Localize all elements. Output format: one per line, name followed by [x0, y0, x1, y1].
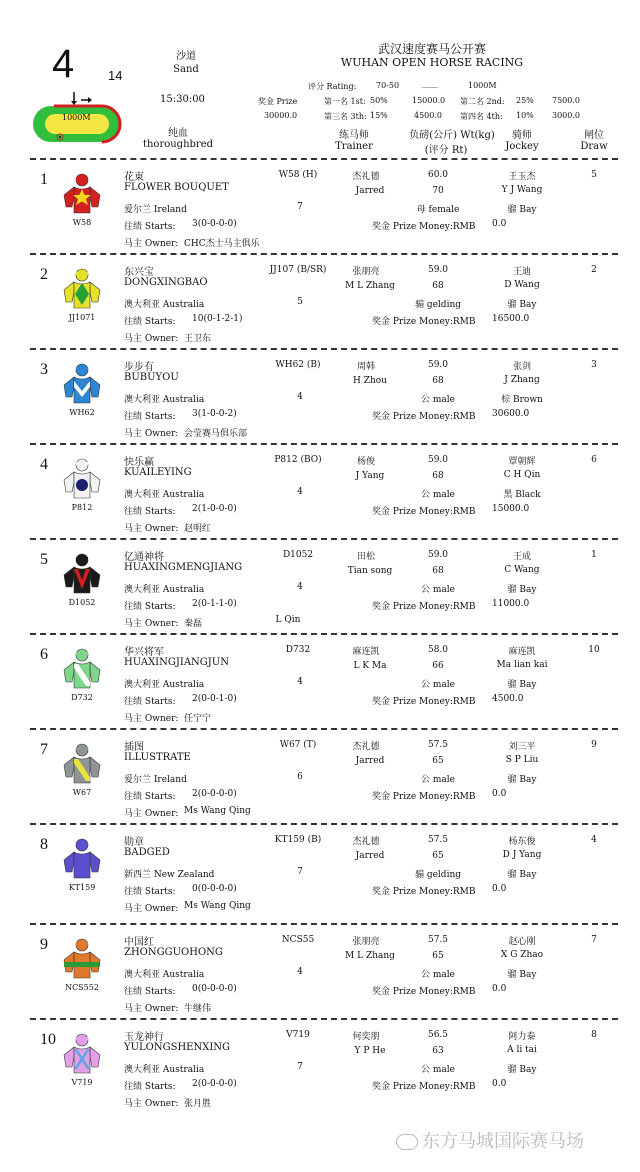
prize-money-label: 奖金 Prize Money:RMB — [372, 697, 476, 707]
carried-weight: 59.0 — [427, 550, 449, 560]
starts-record: 2(0-1-1-0) — [192, 599, 237, 609]
first-label: 第一名 1st: — [324, 97, 366, 106]
prize-money-label: 奖金 Prize Money:RMB — [372, 507, 476, 517]
trainer-cn: 张朋亮 — [352, 267, 380, 277]
starts-label: 往绩 Starts: — [124, 987, 176, 997]
entry-row — [0, 448, 640, 543]
starts-label: 往绩 Starts: — [124, 507, 176, 517]
horse-code: W67 (T) — [279, 740, 317, 750]
horse-origin: 澳大利亚 Australia — [124, 970, 205, 980]
carried-weight: 59.0 — [427, 360, 449, 370]
jockey-en: J Zhang — [504, 375, 540, 385]
trainer-cn: 麻连凯 — [352, 647, 380, 657]
barrier-draw: 9 — [591, 740, 597, 750]
prize-money: 0.0 — [492, 219, 507, 229]
starts-label: 往绩 Starts: — [124, 1082, 176, 1092]
trainer-cn: 杨俊 — [356, 457, 376, 467]
col-draw-cn: 闸位 — [584, 130, 604, 141]
horse-name-en: HUAXINGJIANGJUN — [124, 657, 229, 668]
horse-name-en: HUAXINGMENGJIANG — [124, 562, 243, 573]
prize-money-label: 奖金 Prize Money:RMB — [372, 222, 476, 232]
jockey-cn: 张剑 — [512, 362, 532, 372]
starts-record: 10(0-1-2-1) — [192, 314, 243, 324]
trainer-cn: 杰礼德 — [352, 172, 380, 182]
entry-divider — [30, 538, 618, 540]
prize-money: 0.0 — [492, 884, 507, 894]
horse-age: 4 — [297, 967, 303, 977]
rating-dash: ____ — [422, 79, 438, 88]
breed-cn: 纯血 — [168, 128, 188, 139]
jockey-en: D J Yang — [502, 850, 542, 860]
jockey-cn: 杨东俊 — [508, 837, 536, 847]
owner-name: Ms Wang Qing — [184, 806, 251, 816]
jockey-silks-icon — [62, 173, 102, 215]
trainer-en: Jarred — [355, 186, 385, 196]
rating-value: 70-50 — [376, 81, 400, 90]
starts-record: 2(0-0-0-0) — [192, 1079, 237, 1089]
trainer-cn: 张朋亮 — [352, 937, 380, 947]
horse-rating: 63 — [432, 1046, 444, 1056]
silk-code: W67 — [72, 788, 92, 797]
trainer-en: M L Zhang — [345, 281, 395, 291]
horse-age: 7 — [297, 202, 303, 212]
horse-rating: 70 — [432, 186, 444, 196]
prize-total: 30000.0 — [264, 111, 298, 120]
trainer-en: H Zhou — [353, 376, 387, 386]
jockey-cn: 麻连凯 — [508, 647, 536, 657]
jockey-silks-icon — [62, 363, 102, 405]
barrier-draw: 7 — [591, 935, 597, 945]
owner-label: 马主 Owner: — [124, 619, 179, 629]
horse-rating: 68 — [432, 566, 444, 576]
prize-money-label: 奖金 Prize Money:RMB — [372, 987, 476, 997]
fourth-pct: 10% — [516, 111, 534, 120]
starts-label: 往绩 Starts: — [124, 317, 176, 327]
horse-color: 骝 Bay — [507, 300, 537, 310]
jockey-en: Ma lian kai — [496, 660, 548, 670]
horse-origin: 爱尔兰 Ireland — [124, 205, 187, 215]
prize-money: 4500.0 — [492, 694, 524, 704]
owner-name: 秦磊 — [184, 619, 203, 629]
horse-sex: 公 male — [421, 970, 455, 980]
horse-name-cn: 亿通神将 — [124, 552, 164, 563]
entry-row — [0, 928, 640, 1023]
horse-origin: 澳大利亚 Australia — [124, 395, 205, 405]
title-en: WUHAN OPEN HORSE RACING — [340, 56, 524, 69]
title-cn: 武汉速度赛马公开赛 — [377, 42, 487, 56]
horse-sex: 公 male — [421, 1065, 455, 1075]
surface-cn: 沙道 — [176, 51, 196, 62]
entry-number: 8 — [40, 836, 48, 853]
owner-label: 马主 Owner: — [124, 524, 179, 534]
jockey-en: A li tai — [507, 1045, 537, 1055]
owner-name: 张月胜 — [184, 1099, 212, 1109]
horse-sex: 骟 gelding — [414, 300, 462, 310]
barrier-draw: 1 — [591, 550, 597, 560]
entry-number: 6 — [40, 646, 48, 663]
horse-origin: 澳大利亚 Australia — [124, 1065, 205, 1075]
owner-name: 任宁宁 — [184, 714, 212, 724]
horse-age: 5 — [297, 297, 303, 307]
barrier-draw: 2 — [591, 265, 597, 275]
entry-divider — [30, 923, 618, 925]
starts-label: 往绩 Starts: — [124, 697, 176, 707]
horse-name-en: YULONGSHENXING — [124, 1042, 231, 1053]
prize-money: 0.0 — [492, 1079, 507, 1089]
horse-code: NCS55 — [281, 935, 315, 945]
horse-rating: 65 — [432, 756, 444, 766]
horse-sex: 公 male — [421, 775, 455, 785]
owner-label: 马主 Owner: — [124, 239, 179, 249]
carried-weight: 58.0 — [427, 645, 449, 655]
horse-name-en: BADGED — [124, 847, 170, 858]
horse-sex: 母 female — [416, 205, 460, 215]
starts-record: 0(0-0-0-0) — [192, 984, 237, 994]
barrier-draw: 4 — [591, 835, 597, 845]
horse-name-cn: 华兴将军 — [124, 647, 164, 658]
silk-code: NCS552 — [65, 983, 99, 992]
horse-color: 骝 Bay — [507, 680, 537, 690]
horse-name-cn: 快乐赢 — [124, 457, 154, 468]
jockey-silks-icon — [62, 838, 102, 880]
horse-name-en: BUBUYOU — [124, 372, 179, 383]
jockey-en: Y J Wang — [501, 185, 543, 195]
horse-age: 4 — [297, 582, 303, 592]
jockey-cn: 覃朝辉 — [508, 457, 536, 467]
carried-weight: 57.5 — [427, 835, 449, 845]
silk-code: D732 — [71, 693, 93, 702]
carried-weight: 56.5 — [427, 1030, 449, 1040]
horse-color: 骝 Bay — [507, 205, 537, 215]
barrier-draw: 10 — [588, 645, 600, 655]
starts-label: 往绩 Starts: — [124, 222, 176, 232]
col-jockey-cn: 骑师 — [512, 130, 532, 141]
horse-color: 黑 Black — [503, 490, 541, 500]
breed-en: thoroughbred — [142, 139, 214, 150]
trainer-en: Jarred — [355, 851, 385, 861]
entry-number: 1 — [40, 171, 48, 188]
starts-record: 3(0-0-0-0) — [192, 219, 237, 229]
horse-origin: 澳大利亚 Australia — [124, 490, 205, 500]
entry-row — [0, 163, 640, 258]
silk-code: V719 — [71, 1078, 93, 1087]
rating-label: 评分 Rating: — [308, 82, 357, 91]
second-label: 第二名 2nd: — [460, 97, 505, 106]
horse-sex: 公 male — [421, 585, 455, 595]
horse-name-cn: 中国红 — [124, 937, 154, 948]
silk-code: W58 — [72, 218, 92, 227]
owner-name: 会莹赛马俱乐部 — [184, 429, 248, 439]
race-time: 15:30:00 — [160, 94, 205, 105]
horse-code: P812 (BO) — [274, 455, 322, 465]
prize-money-label: 奖金 Prize Money:RMB — [372, 602, 476, 612]
horse-code: WH62 (B) — [275, 360, 321, 370]
entry-row — [0, 733, 640, 828]
trainer-cn: 何奕朋 — [352, 1032, 380, 1042]
col-weight-en: (评分 Rt) — [424, 145, 468, 156]
entry-number: 10 — [40, 1031, 56, 1048]
jockey-silks-icon — [62, 743, 102, 785]
owner-name: 牛继伟 — [184, 1004, 212, 1014]
horse-code: KT159 (B) — [274, 835, 322, 845]
carried-weight: 60.0 — [427, 170, 449, 180]
trainer-en: Tian song — [347, 566, 393, 576]
silk-code: JJ1071 — [68, 313, 96, 322]
horse-age: 7 — [297, 867, 303, 877]
first-pct: 50% — [370, 96, 388, 105]
runner-count: 14 — [108, 68, 123, 83]
owner-name: 王卫东 — [184, 334, 212, 344]
prize-money-label: 奖金 Prize Money:RMB — [372, 1082, 476, 1092]
entry-divider — [30, 348, 618, 350]
jockey-silks-icon — [62, 268, 102, 310]
jockey-en: X G Zhao — [500, 950, 544, 960]
entry-number: 7 — [40, 741, 48, 758]
prize-money-label: 奖金 Prize Money:RMB — [372, 412, 476, 422]
owner-name: CHC杰士马主俱乐 — [184, 239, 260, 249]
prize-money-label: 奖金 Prize Money:RMB — [372, 792, 476, 802]
prize-money-label: 奖金 Prize Money:RMB — [372, 887, 476, 897]
horse-origin: 澳大利亚 Australia — [124, 300, 205, 310]
prize-money: 0.0 — [492, 789, 507, 799]
prize-label: 奖金 Prize — [258, 97, 298, 106]
first-amount: 15000.0 — [412, 96, 446, 105]
trainer-en: J Yang — [355, 471, 385, 481]
owner-label: 马主 Owner: — [124, 809, 179, 819]
col-draw-en: Draw — [580, 141, 608, 152]
fourth-amount: 3000.0 — [552, 111, 580, 120]
horse-name-cn: 勋章 — [124, 837, 144, 848]
jockey-cn: 刘三平 — [508, 742, 536, 752]
entry-number: 2 — [40, 266, 48, 283]
horse-color: 骝 Bay — [507, 585, 537, 595]
horse-color: 骝 Bay — [507, 775, 537, 785]
starts-record: 2(0-0-1-0) — [192, 694, 237, 704]
entry-row — [0, 638, 640, 733]
horse-name-en: ILLUSTRATE — [124, 752, 191, 763]
jockey-silks-icon — [62, 553, 102, 595]
starts-label: 往绩 Starts: — [124, 602, 176, 612]
entry-divider — [30, 1018, 618, 1020]
barrier-draw: 3 — [591, 360, 597, 370]
silk-code: P812 — [71, 503, 93, 512]
owner-label: 马主 Owner: — [124, 1099, 179, 1109]
trainer-cn: 周韩 — [356, 362, 376, 372]
surface-en: Sand — [173, 64, 199, 75]
owner-label: 马主 Owner: — [124, 429, 179, 439]
trainer-cn: 杰礼德 — [352, 742, 380, 752]
owner-label: 马主 Owner: — [124, 334, 179, 344]
entry-row — [0, 1023, 640, 1118]
horse-name-en: FLOWER BOUQUET — [124, 182, 229, 193]
prize-money: 11000.0 — [492, 599, 530, 609]
horse-age: 4 — [297, 392, 303, 402]
horse-color: 骝 Bay — [507, 870, 537, 880]
horse-rating: 68 — [432, 471, 444, 481]
trainer-cn: 杰礼德 — [352, 837, 380, 847]
entry-number: 4 — [40, 456, 48, 473]
horse-name-en: ZHONGGUOHONG — [124, 947, 223, 958]
entry-divider — [30, 823, 618, 825]
entry-row — [0, 353, 640, 448]
horse-rating: 66 — [432, 661, 444, 671]
starts-record: 0(0-0-0-0) — [192, 884, 237, 894]
horse-color: 棕 Brown — [501, 395, 543, 405]
third-label: 第三名 3th: — [324, 112, 367, 121]
barrier-draw: 8 — [591, 1030, 597, 1040]
horse-origin: 爱尔兰 Ireland — [124, 775, 187, 785]
horse-age: 4 — [297, 487, 303, 497]
horse-code: D1052 — [282, 550, 314, 560]
horse-code: JJ107 (B/SR) — [269, 265, 327, 275]
entry-row — [0, 258, 640, 353]
col-jockey-en: Jockey — [505, 141, 539, 152]
horse-name-cn: 插图 — [124, 742, 144, 753]
second-amount: 7500.0 — [552, 96, 580, 105]
jockey-cn: 阿力泰 — [508, 1032, 536, 1042]
starts-label: 往绩 Starts: — [124, 792, 176, 802]
silk-code: D1052 — [68, 598, 96, 607]
prize-money-label: 奖金 Prize Money:RMB — [372, 317, 476, 327]
second-pct: 25% — [516, 96, 534, 105]
carried-weight: 57.5 — [427, 740, 449, 750]
col-trainer-cn: 练马师 — [339, 130, 369, 141]
horse-color: 骝 Bay — [507, 970, 537, 980]
trainer-en: M L Zhang — [345, 951, 395, 961]
entry-row — [0, 543, 640, 638]
entry-divider — [30, 443, 618, 445]
barrier-draw: 6 — [591, 455, 597, 465]
trainer-cn: 田松 — [356, 552, 376, 562]
jockey-cn: 王迪 — [512, 267, 532, 277]
owner-label: 马主 Owner: — [124, 714, 179, 724]
horse-color: 骝 Bay — [507, 1065, 537, 1075]
race-number: 4 — [52, 42, 75, 86]
prize-money: 0.0 — [492, 984, 507, 994]
horse-name-en: KUAILEYING — [124, 467, 192, 478]
jockey-en: D Wang — [504, 280, 540, 290]
horse-age: 4 — [297, 677, 303, 687]
jockey-cn: 王成 — [512, 552, 532, 562]
horse-code: D732 — [285, 645, 311, 655]
jockey-silks-icon — [62, 1033, 102, 1075]
owner-name: Ms Wang Qing — [184, 901, 251, 911]
horse-name-cn: 步步有 — [124, 362, 154, 373]
horse-origin: 新西兰 New Zealand — [124, 870, 215, 880]
third-pct: 15% — [370, 111, 388, 120]
entry-number: 5 — [40, 551, 48, 568]
horse-sex: 公 male — [421, 680, 455, 690]
jockey-cn: 赵心刚 — [508, 937, 536, 947]
jockey-en: S P Liu — [505, 755, 539, 765]
header-divider — [30, 158, 618, 160]
silk-code: KT159 — [68, 883, 96, 892]
col-weight-cn: 负磅(公斤) Wt(kg) — [409, 130, 495, 141]
entry-divider — [30, 253, 618, 255]
jockey-silks-icon — [62, 458, 102, 500]
starts-record: 3(1-0-0-2) — [192, 409, 237, 419]
horse-sex: 公 male — [421, 490, 455, 500]
fourth-label: 第四名 4th: — [460, 112, 503, 121]
jockey-silks-icon — [62, 938, 102, 980]
barrier-draw: 5 — [591, 170, 597, 180]
col-trainer-en: Trainer — [335, 141, 373, 152]
jockey-en: C H Qin — [503, 470, 541, 480]
horse-origin: 澳大利亚 Australia — [124, 680, 205, 690]
horse-rating: 68 — [432, 281, 444, 291]
horse-code: V719 — [286, 1030, 310, 1040]
starts-label: 往绩 Starts: — [124, 412, 176, 422]
entry-row — [0, 828, 640, 923]
starts-record: 2(0-0-0-0) — [192, 789, 237, 799]
trainer-en: Y P He — [354, 1046, 386, 1056]
watermark-text: 东方马城国际赛马场 — [422, 1131, 584, 1152]
chat-bubble-icon — [396, 1134, 418, 1150]
starts-record: 2(1-0-0-0) — [192, 504, 237, 514]
silk-code: WH62 — [69, 408, 95, 417]
horse-sex: 公 male — [421, 395, 455, 405]
jockey-en: C Wang — [504, 565, 540, 575]
owner-extra: L Qin — [275, 615, 301, 625]
horse-name-cn: 花東 — [124, 172, 144, 183]
third-amount: 4500.0 — [414, 111, 442, 120]
race-distance: 1000M — [468, 81, 497, 90]
horse-code: W58 (H) — [278, 170, 318, 180]
entry-divider — [30, 728, 618, 730]
trainer-en: Jarred — [355, 756, 385, 766]
carried-weight: 59.0 — [427, 265, 449, 275]
horse-rating: 68 — [432, 376, 444, 386]
owner-label: 马主 Owner: — [124, 904, 179, 914]
horse-rating: 65 — [432, 851, 444, 861]
horse-name-en: DONGXINGBAO — [124, 277, 208, 288]
horse-age: 7 — [297, 1062, 303, 1072]
horse-age: 6 — [297, 772, 303, 782]
owner-name: 赵明红 — [184, 524, 212, 534]
prize-money: 30600.0 — [492, 409, 530, 419]
jockey-silks-icon — [62, 648, 102, 690]
entry-number: 9 — [40, 936, 48, 953]
horse-sex: 骟 gelding — [414, 870, 462, 880]
horse-origin: 澳大利亚 Australia — [124, 585, 205, 595]
starts-label: 往绩 Starts: — [124, 887, 176, 897]
horse-rating: 65 — [432, 951, 444, 961]
jockey-cn: 王玉杰 — [508, 172, 536, 182]
prize-money: 15000.0 — [492, 504, 530, 514]
horse-name-cn: 玉龙神行 — [124, 1032, 164, 1043]
track-label: 1000M — [62, 113, 91, 122]
carried-weight: 59.0 — [427, 455, 449, 465]
horse-name-cn: 东兴宝 — [124, 267, 154, 278]
watermark — [396, 1127, 584, 1153]
carried-weight: 57.5 — [427, 935, 449, 945]
entry-divider — [30, 633, 618, 635]
prize-money: 16500.0 — [492, 314, 530, 324]
trainer-en: L K Ma — [353, 661, 387, 671]
entry-number: 3 — [40, 361, 48, 378]
owner-label: 马主 Owner: — [124, 1004, 179, 1014]
